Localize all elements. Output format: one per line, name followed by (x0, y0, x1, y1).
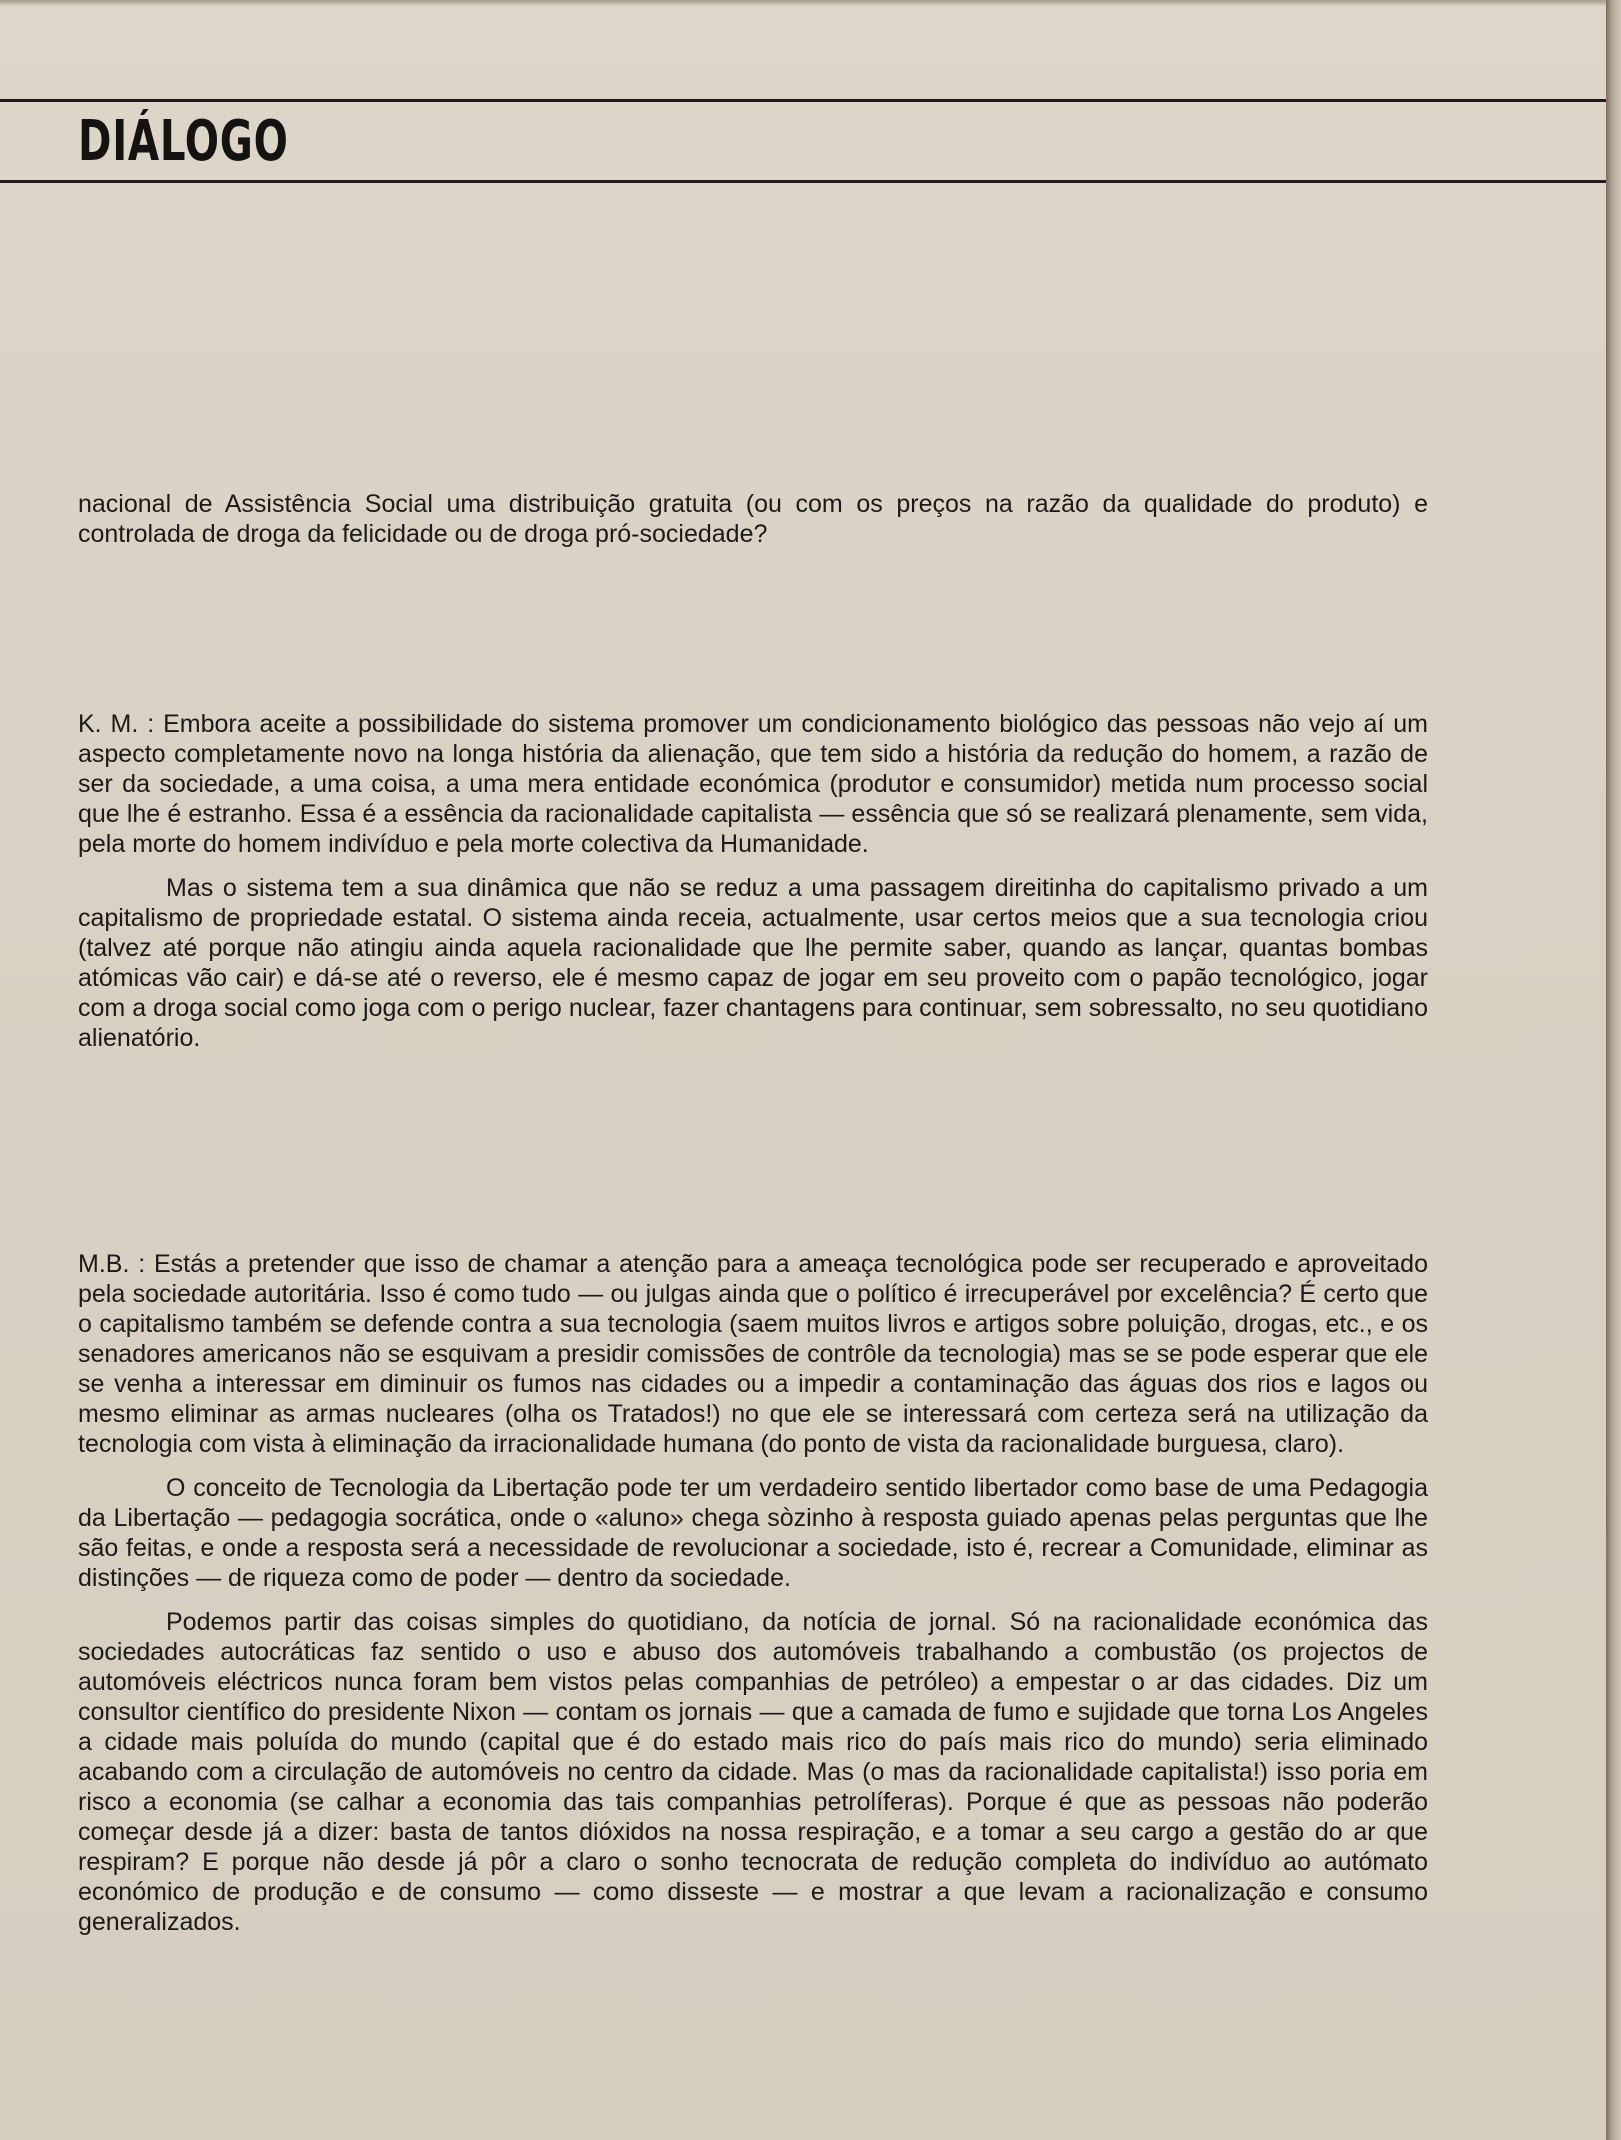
paragraph: O conceito de Tecnologia da Libertação pode ter um verdadeiro sentido libertador como base de uma Pedagogia da Libertação — pedagogia socrática, onde o «aluno» chega sòzinho à resposta guiado apenas pelas perguntas que lhe são feitas, e onde a resposta será a necessidade de revolucionar a sociedade, isto é, recrear a Comunidade, eliminar as distinções — de riqueza como de poder — dentro da sociedade. (78, 1474, 1428, 1592)
paragraph: Podemos partir das coisas simples do quotidiano, da notícia de jornal. Só na racionalidade económica das sociedades autocráticas faz sentido o uso e abuso dos automóveis trabalhando a combustão (os projectos de automóveis eléctricos nunca foram bem vistos pelas companhias de petróleo) a empestar o ar das cidades. Diz um consultor científico do presidente Nixon — contam os jornais — que a camada de fumo e sujidade que torna Los Angeles a cidade mais poluída do mundo (capital que é do estado mais rico do país mais rico do mundo) seria eliminado acabando com a circulação de automóveis no centro da cidade. Mas (o mas da racionalidade capitalista!) isso poria em risco a economia (se calhar a economia das tais companhias petrolíferas). Porque é que as pessoas não poderão começar desde já a dizer: basta de tantos dióxidos na nossa respiração, e a tomar a seu cargo a gestão do ar que respiram? E porque não desde já pôr a claro o sonho tecnocrata de redução completa do indivíduo ao autómato económico de produção e de consumo — como disseste — e mostrar a que levam a racionalização e consumo generalizados. (78, 1608, 1428, 1936)
text-block-intro (78, 489, 1428, 549)
header-rule-top (0, 99, 1606, 102)
text-block-km (78, 709, 1428, 1053)
paragraph: Mas o sistema tem a sua dinâmica que não se reduz a uma passagem direitinha do capitalismo privado a um capitalismo de propriedade estatal. O sistema ainda receia, actualmente, usar certos meios que a sua tecnologia criou (talvez até porque não atingiu ainda aquela racionalidade que lhe permite saber, quando as lançar, quantas bombas atómicas vão cair) e dá-se até o reverso, ele é mesmo capaz de jogar em seu proveito com o papão tecnológico, jogar com a droga social como joga com o perigo nuclear, fazer chantagens para continuar, sem sobressalto, no seu quotidiano alienatório. (78, 874, 1428, 1052)
page-top-edge (0, 0, 1606, 6)
text-block-mb (78, 1249, 1428, 1937)
paragraph: M.B. : Estás a pretender que isso de chamar a atenção para a ameaça tecnológica pode ser recuperado e aproveitado pela sociedade autoritária. Isso é como tudo — ou julgas ainda que o político é irrecuperável por excelência? É certo que o capitalismo também se defende contra a sua tecnologia (saem muitos livros e artigos sobre poluição, drogas, etc., e os senadores americanos não se esquivam a presidir comissões de contrôle da tecnologia) mas se se pode esperar que ele se venha a interessar em diminuir os fumos nas cidades ou a impedir a contaminação das águas dos rios e lagos ou mesmo eliminar as armas nucleares (olha os Tratados!) no que ele se interessará com certeza será na utilização da tecnologia com vista à eliminação da irracionalidade humana (do ponto de vista da racionalidade burguesa, claro). (78, 1250, 1428, 1458)
paragraph: K. M. : Embora aceite a possibilidade do sistema promover um condicionamento biológico das pessoas não vejo aí um aspecto completamente novo na longa história da alienação, que tem sido a história da redução do homem, a razão de ser da sociedade, a uma coisa, a uma mera entidade económica (produtor e consumidor) metida num processo social que lhe é estranho. Essa é a essência da racionalidade capitalista — essência que só se realizará plenamente, sem vida, pela morte do homem indivíduo e pela morte colectiva da Humanidade. (78, 710, 1428, 858)
paragraph: nacional de Assistência Social uma distribuição gratuita (ou com os preços na razão da qualidade do produto) e controlada de droga da felicidade ou de droga pró-sociedade? (78, 490, 1428, 548)
header-rule-bottom (0, 180, 1606, 183)
page-spine-edge (1606, 0, 1621, 2140)
section-title: DIÁLOGO (78, 109, 289, 174)
